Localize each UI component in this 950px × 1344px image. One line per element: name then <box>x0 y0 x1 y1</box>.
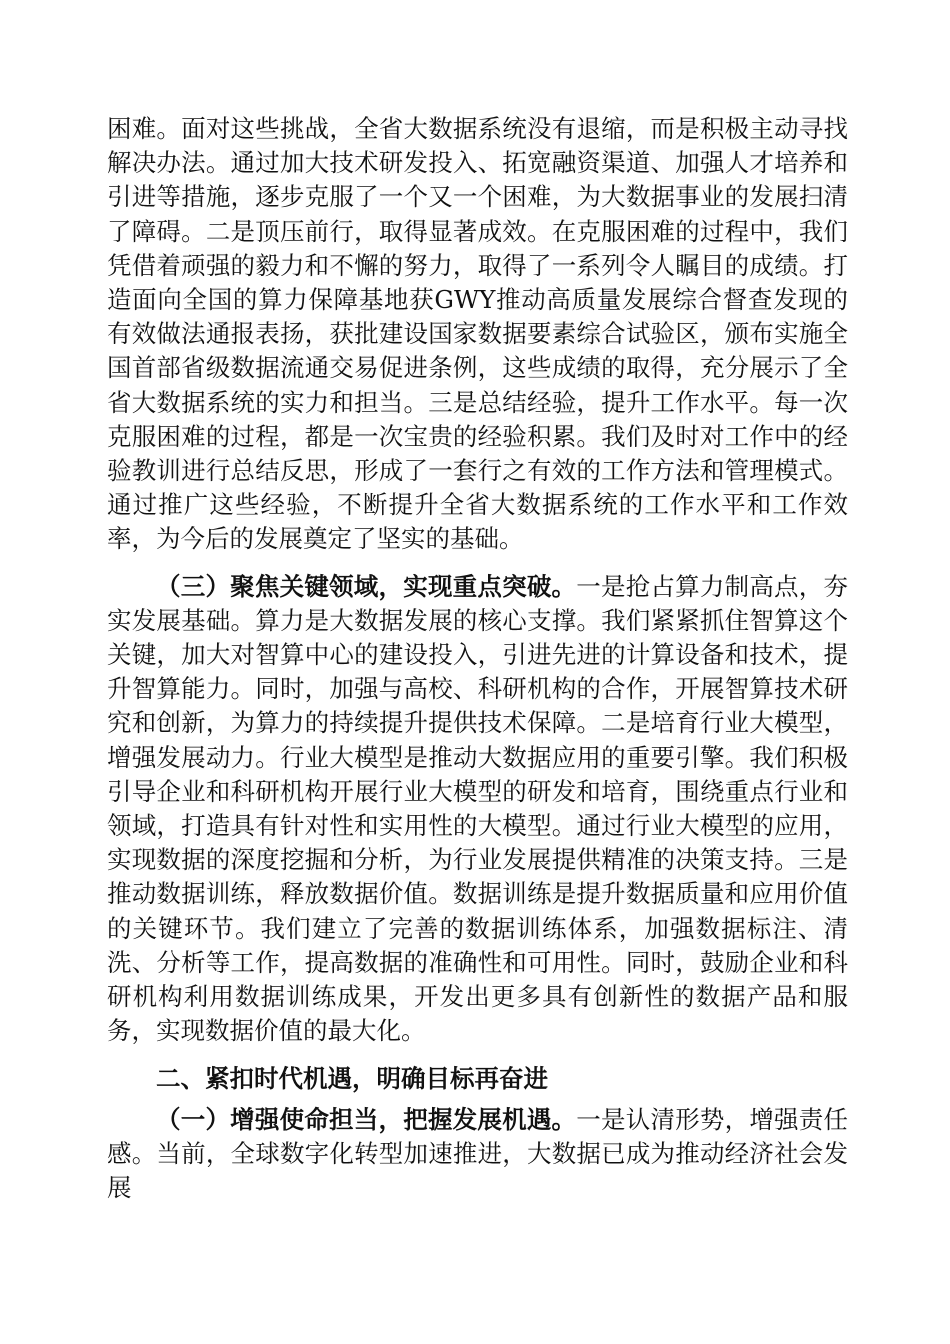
paragraph-3 <box>107 1103 848 1206</box>
paragraph-2 <box>107 570 848 1049</box>
paragraph-1 <box>107 112 848 557</box>
paragraph-2-lead: （三）聚焦关键领域，实现重点突破。 <box>156 571 577 601</box>
paragraph-3-text: 一是认清形势，增强责任感。当前，全球数字化转型加速推进，大数据已成为推动经济社会发展 <box>107 1104 849 1203</box>
paragraph-3-lead: （一）增强使命担当，把握发展机遇。 <box>156 1104 577 1134</box>
paragraph-2-text: 一是抢占算力制高点，夯实发展基础。算力是大数据发展的核心支撑。我们紧紧抓住智算这个关键，加大对智算中心的建设投入，引进先进的计算设备和技术，提升智算能力。同时，加强与高校、科研机构的合作，开展智算技术研究和创新，为算力的持续提升提供技术保障。二是培育行业大模型，增强发展动力。行业大模型是推动大数据应用的重要引擎。我们积极引导企业和科研机构开展行业大模型的研发和培育，围绕重点行业和领域，打造具有针对性和实用性的大模型。通过行业大模型的应用，实现数据的深度挖掘和分析，为行业发展提供精准的决策支持。三是推动数据训练，释放数据价值。数据训练是提升数据质量和应用价值的关键环节。我们建立了完善的数据训练体系，加强数据标注、清洗、分析等工作，提高数据的准确性和可用性。同时，鼓励企业和科研机构利用数据训练成果，开发出更多具有创新性的数据产品和服务，实现数据价值的最大化。 <box>107 571 849 1046</box>
paragraph-1-text: 困难。面对这些挑战，全省大数据系统没有退缩，而是积极主动寻找解决办法。通过加大技术研发投入、拓宽融资渠道、加强人才培养和引进等措施，逐步克服了一个又一个困难，为大数据事业的发展扫清了障碍。二是顶压前行，取得显著成效。在克服困难的过程中，我们凭借着顽强的毅力和不懈的努力，取得了一系列令人瞩目的成绩。打造面向全国的算力保障基地获GWY推动高质量发展综合督查发现的有效做法通报表扬，获批建设国家数据要素综合试验区，颁布实施全国首部省级数据流通交易促进条例，这些成绩的取得，充分展示了全省大数据系统的实力和担当。三是总结经验，提升工作水平。每一次克服困难的过程，都是一次宝贵的经验积累。我们及时对工作中的经验教训进行总结反思，形成了一套行之有效的工作方法和管理模式。通过推广这些经验，不断提升全省大数据系统的工作水平和工作效率，为今后的发展奠定了坚实的基础。 <box>107 114 848 554</box>
section-heading: 二、紧扣时代机遇，明确目标再奋进 <box>156 1064 548 1094</box>
document-page <box>107 112 848 1205</box>
